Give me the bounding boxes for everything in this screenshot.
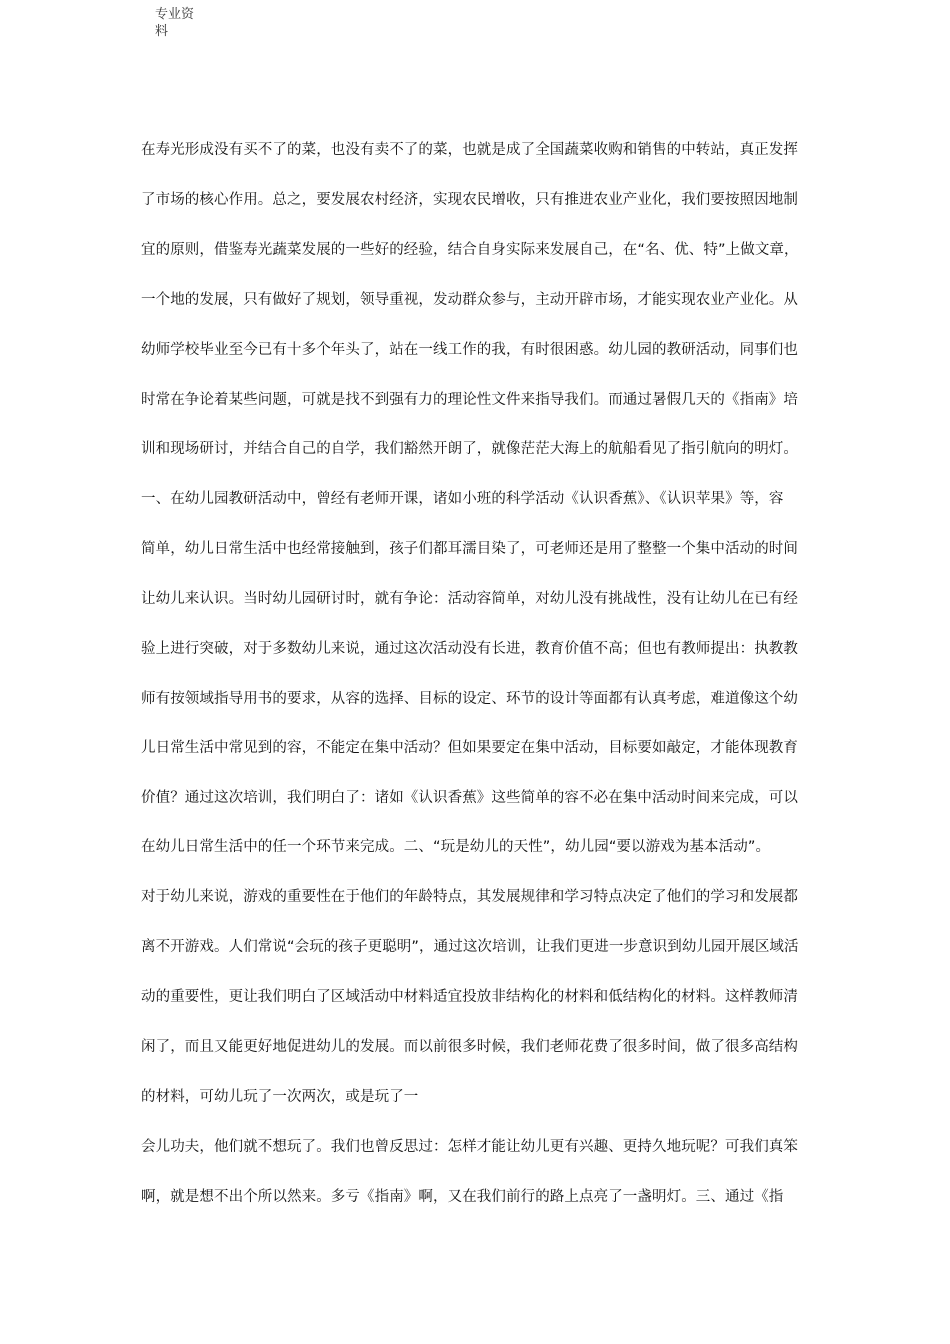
text-line: 一个地的发展，只有做好了规划，领导重视，发动群众参与，主动开辟市场，才能实现农业产业化。从	[141, 292, 798, 308]
text-line: 让幼儿来认识。当时幼儿园研讨时，就有争论：活动容简单，对幼儿没有挑战性，没有让幼儿在已有经	[141, 591, 798, 607]
text-line: 训和现场研讨，并结合自己的自学，我们豁然开朗了，就像茫茫大海上的航船看见了指引航向的明灯。	[141, 441, 798, 457]
text-line: 时常在争论着某些问题，可就是找不到强有力的理论性文件来指导我们。而通过暑假几天的《指南》培	[141, 392, 798, 408]
text-line: 对于幼儿来说，游戏的重要性在于他们的年龄特点，其发展规律和学习特点决定了他们的学习和发展都	[141, 889, 798, 905]
text-line: 动的重要性，更让我们明白了区域活动中材料适宜投放非结构化的材料和低结构化的材料。这样教师清	[141, 989, 798, 1005]
header-line-2: 料	[155, 24, 169, 39]
text-line: 师有按领域指导用书的要求，从容的选择、目标的设定、环节的设计等面都有认真考虑，难道像这个幼	[141, 691, 798, 707]
text-line: 闲了，而且又能更好地促进幼儿的发展。而以前很多时候，我们老师花费了很多时间，做了很多高结构	[141, 1039, 798, 1055]
text-line: 在寿光形成没有买不了的菜，也没有卖不了的菜，也就是成了全国蔬菜收购和销售的中转站，真正发挥	[141, 142, 798, 158]
text-line: 会儿功夫，他们就不想玩了。我们也曾反思过：怎样才能让幼儿更有兴趣、更持久地玩呢？可我们真笨	[141, 1139, 798, 1155]
page-header-label	[155, 6, 215, 40]
text-line: 价值？通过这次培训，我们明白了：诸如《认识香蕉》这些简单的容不必在集中活动时间来完成，可以	[141, 790, 798, 806]
text-line: 简单，幼儿日常生活中也经常接触到，孩子们都耳濡目染了，可老师还是用了整整一个集中活动的时间	[141, 541, 798, 557]
text-line: 儿日常生活中常见到的容，不能定在集中活动？但如果要定在集中活动，目标要如敲定，才能体现教育	[141, 740, 798, 756]
text-line: 宜的原则，借鉴寿光蔬菜发展的一些好的经验，结合自身实际来发展自己，在“名、优、特”上做文章，	[141, 242, 799, 258]
text-line: 啊，就是想不出个所以然来。多亏《指南》啊，又在我们前行的路上点亮了一盏明灯。三、通过《指	[141, 1189, 784, 1205]
text-line: 在幼儿日常生活中的任一个环节来完成。二、“玩是幼儿的天性”，幼儿园“要以游戏为基本活动”。	[141, 839, 771, 855]
text-line: 的材料，可幼儿玩了一次两次，或是玩了一	[141, 1089, 419, 1105]
text-line: 幼师学校毕业至今已有十多个年头了，站在一线工作的我，有时很困惑。幼儿园的教研活动，同事们也	[141, 342, 798, 358]
text-line: 验上进行突破，对于多数幼儿来说，通过这次活动没有长进，教育价值不高；但也有教师提出：执教教	[141, 641, 798, 657]
text-line: 了市场的核心作用。总之，要发展农村经济，实现农民增收，只有推进农业产业化，我们要按照因地制	[141, 192, 798, 208]
text-line: 离不开游戏。人们常说“会玩的孩子更聪明”，通过这次培训，让我们更进一步意识到幼儿园开展区域活	[141, 939, 799, 955]
header-line-1: 专业资	[155, 7, 195, 22]
text-line: 一、在幼儿园教研活动中，曾经有老师开课，诸如小班的科学活动《认识香蕉》、《认识苹果》等，容	[141, 491, 784, 507]
